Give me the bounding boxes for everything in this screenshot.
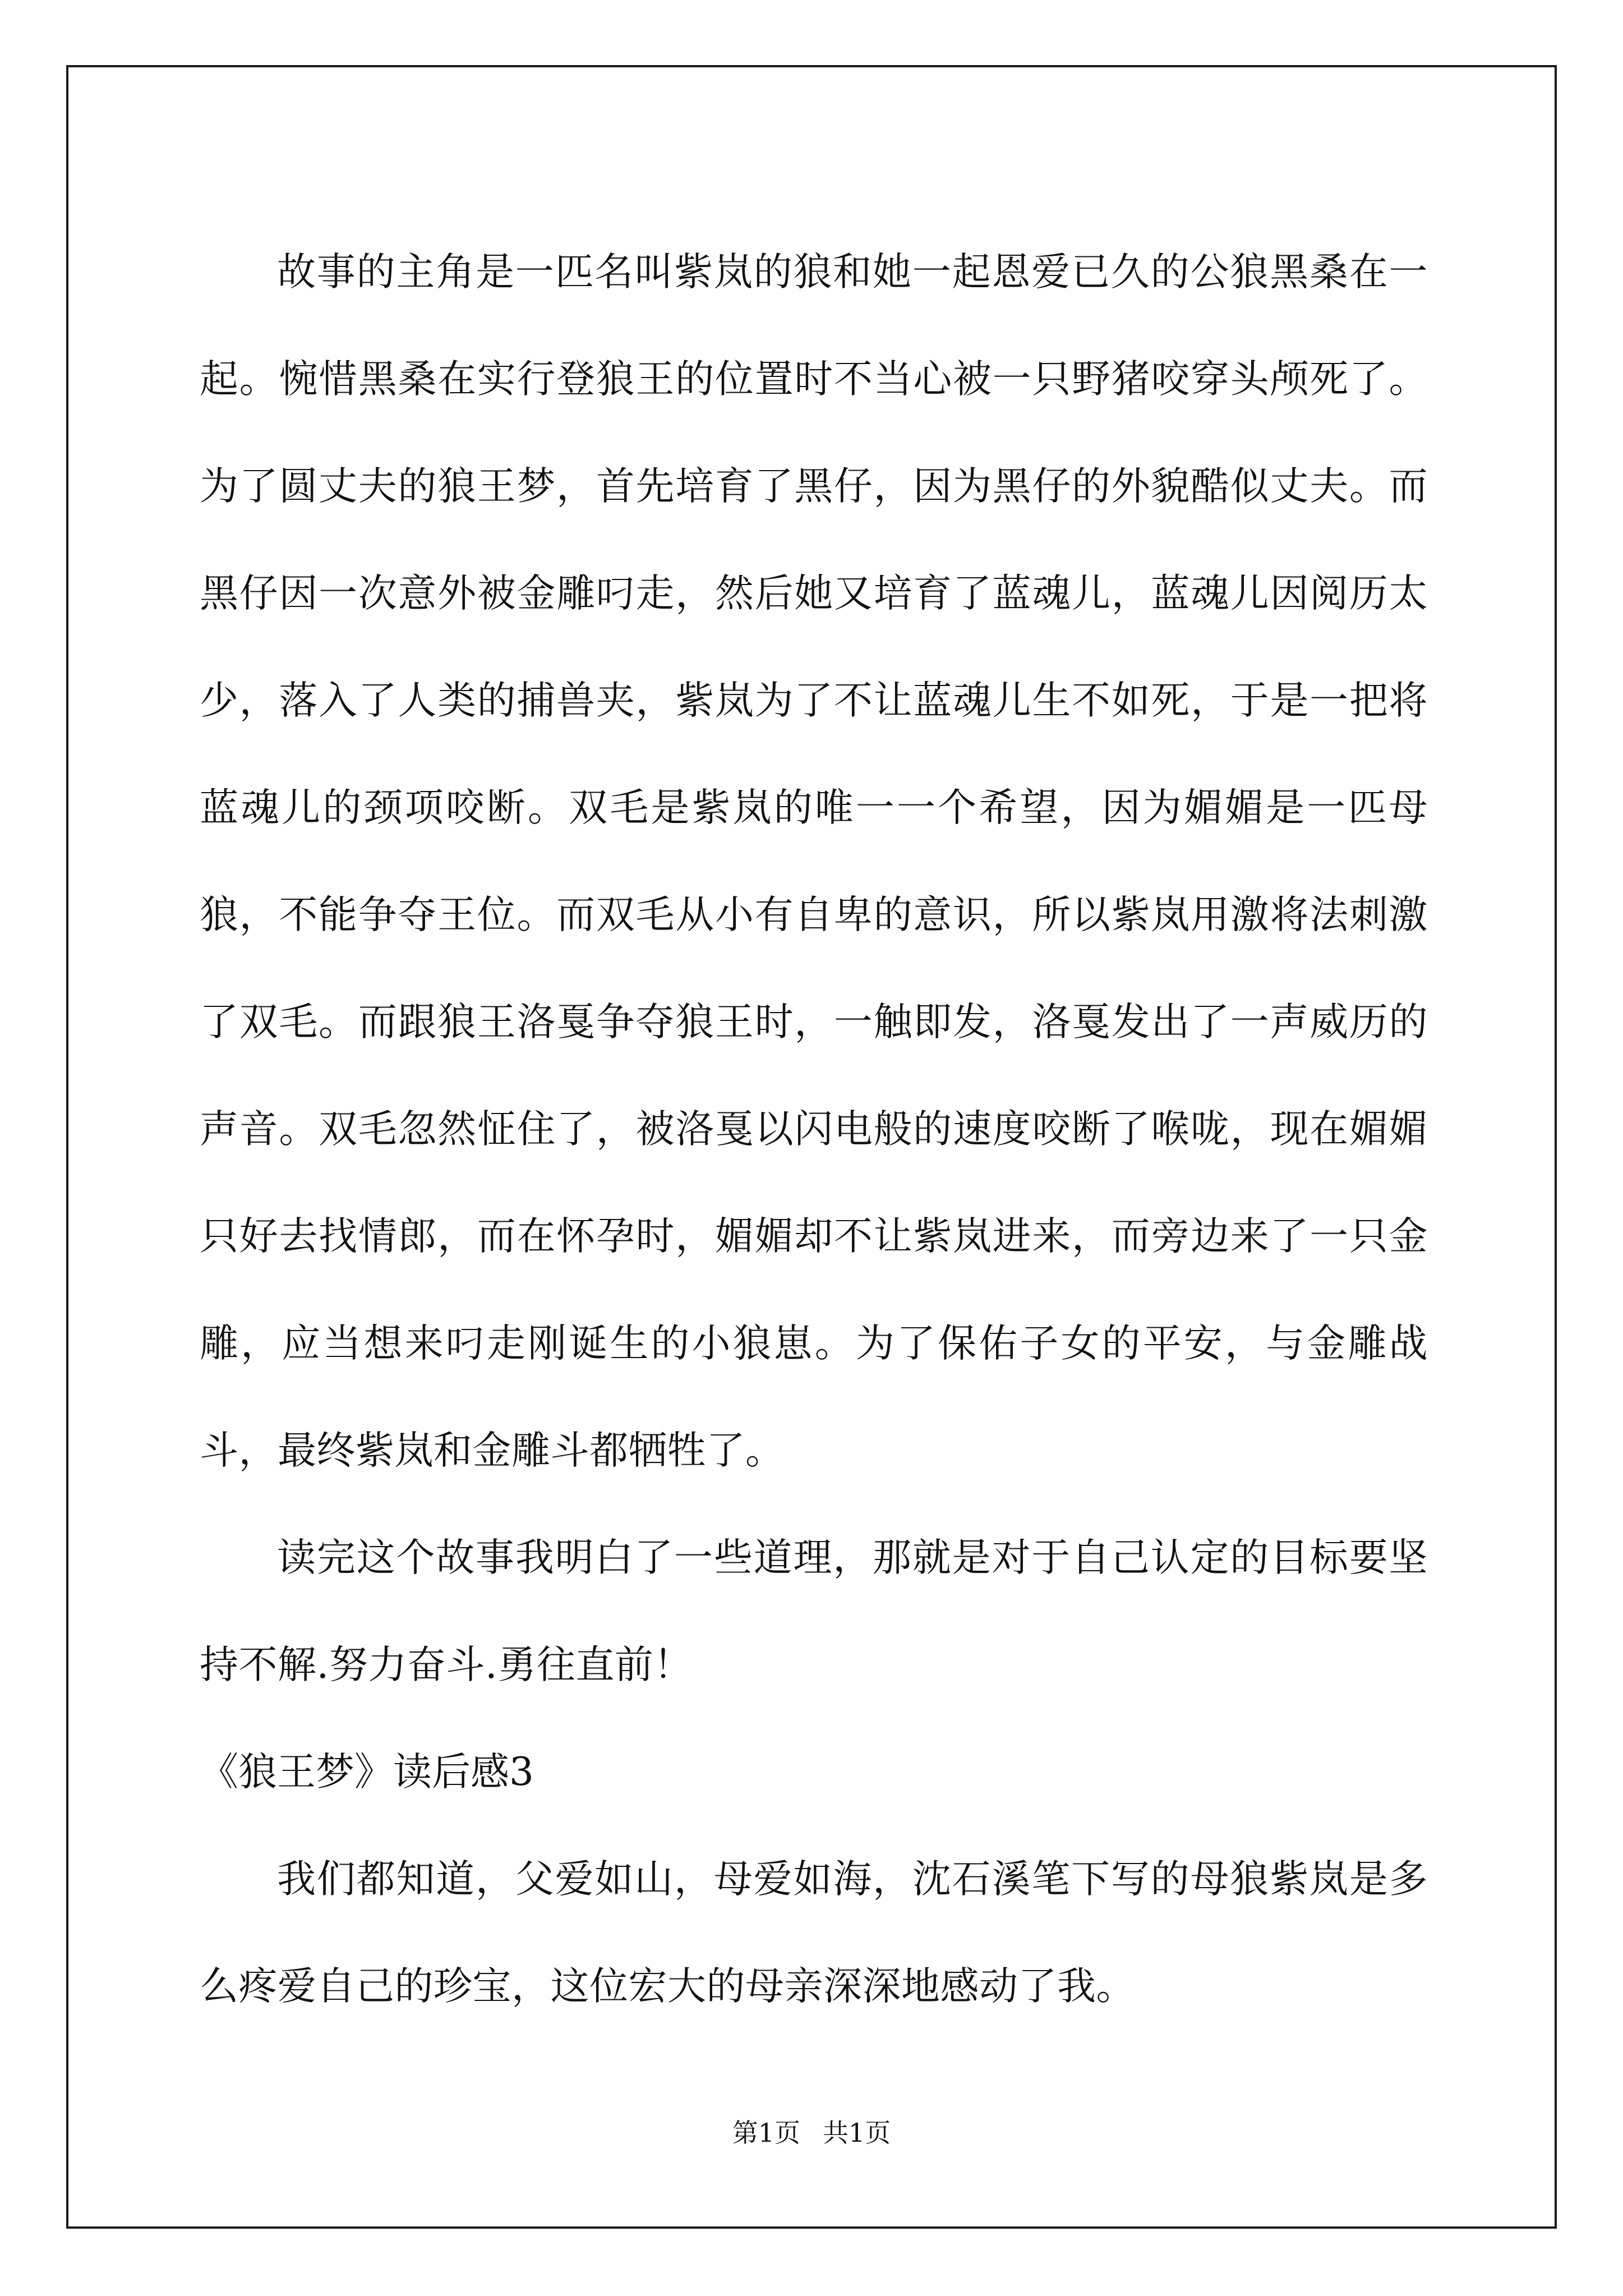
section-heading: 《狼王梦》读后感3 xyxy=(200,1750,534,1795)
page-number: 第1页 xyxy=(732,2118,800,2148)
paragraph-mother-love: 我们都知道，父爱如山，母爱如海，沈石溪笔下写的母狼紫岚是多么疼爱自己的珍宝，这位宏大的母亲深深地感动了我。 xyxy=(200,1857,1428,2009)
document-body xyxy=(200,219,1428,2040)
page-total: 共1页 xyxy=(823,2118,891,2148)
page-footer xyxy=(0,2116,1623,2150)
paragraph-reflection: 读完这个故事我明白了一些道理，那就是对于自己认定的目标要坚持不解.努力奋斗.勇往直前！ xyxy=(200,1535,1428,1687)
paragraph-story-summary: 故事的主角是一匹名叫紫岚的狼和她一起恩爱已久的公狼黑桑在一起。惋惜黑桑在实行登狼王的位置时不当心被一只野猪咬穿头颅死了。为了圆丈夫的狼王梦，首先培育了黑仔，因为黑仔的外貌酷似丈夫。而黑仔因一次意外被金雕叼走，然后她又培育了蓝魂儿，蓝魂儿因阅历太少，落入了人类的捕兽夹，紫岚为了不让蓝魂儿生不如死，于是一把将蓝魂儿的颈项咬断。双毛是紫岚的唯一一个希望，因为媚媚是一匹母狼，不能争夺王位。而双毛从小有自卑的意识，所以紫岚用激将法刺激了双毛。而跟狼王洛戛争夺狼王时，一触即发，洛戛发出了一声威历的声音。双毛忽然怔住了，被洛戛以闪电般的速度咬断了喉咙，现在媚媚只好去找情郎，而在怀孕时，媚媚却不让紫岚进来，而旁边来了一只金雕，应当想来叼走刚诞生的小狼崽。为了保佑子女的平安，与金雕战斗，最终紫岚和金雕斗都牺牲了。 xyxy=(200,250,1428,1473)
